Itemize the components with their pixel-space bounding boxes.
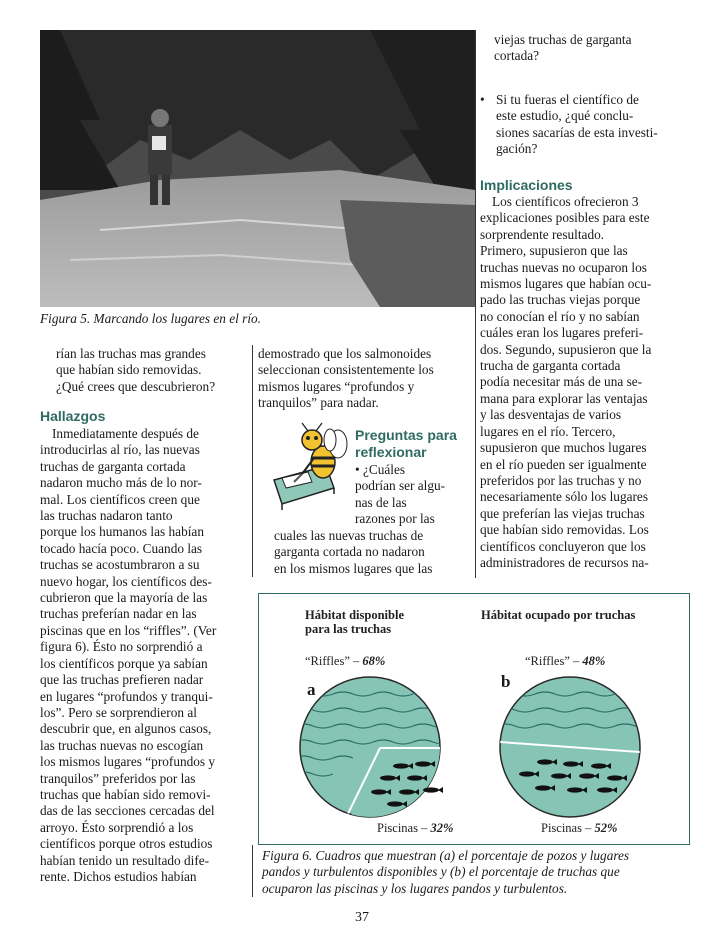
riffles-pct: 68%	[362, 654, 386, 668]
text-line: las truchas nadaron tanto	[40, 508, 173, 524]
text-line: siones sacarías de esta investi-	[496, 124, 658, 140]
hallazgos-heading: Hallazgos	[40, 408, 106, 424]
text-line: rían las truchas mas grandes	[56, 346, 206, 361]
text-line: nadaron mucho más de lo nor-	[40, 475, 202, 491]
text-line: explicaciones posibles para este	[480, 210, 650, 226]
chart-b-riffles-label	[525, 654, 605, 669]
text-line: trucha de garganta cortada	[480, 358, 621, 374]
text-line: seleccionan consistentemente los	[258, 362, 434, 378]
page-number: 37	[355, 910, 369, 925]
text-line: tocado hacía poco. Cuando las	[40, 540, 203, 556]
riffles-label-text: “Riffles” –	[305, 654, 363, 668]
bee-icon	[268, 422, 350, 512]
text-line: cuales las nuevas truchas de	[274, 528, 424, 543]
text-line: ¿Qué crees que descubrieron?	[56, 378, 216, 394]
chart-a-riffles-label	[305, 654, 385, 669]
text-line: nuevo hogar, los científicos des-	[40, 573, 212, 589]
text-line: truchas que habían sido removi-	[40, 786, 211, 802]
text-line: mismos lugares “profundos y	[258, 378, 415, 394]
text-line: que habían sido removidas.	[56, 362, 202, 378]
text-line: gación?	[496, 141, 538, 157]
chart-b-letter: b	[501, 672, 511, 691]
right-column-top	[494, 32, 694, 75]
text-line: viejas truchas de garganta	[494, 32, 632, 47]
riffles-label-text: “Riffles” –	[525, 654, 583, 668]
text-line: científicos porque otros estudios	[40, 836, 213, 852]
text-line: que habían sido removidas. Los	[480, 522, 649, 538]
text-line: truchas se acostumbraron a su	[40, 557, 200, 573]
figure6-box	[258, 593, 690, 845]
river-photo-image	[40, 30, 475, 307]
text-line: Si tu fueras el científico de	[496, 92, 639, 107]
text-line: tranquilos” preferidos por las	[40, 770, 196, 786]
text-line: Primero, supusieron que las	[480, 243, 628, 259]
chart-a-circle	[283, 674, 473, 824]
caption-line: pandos y turbulentos disponibles y (b) el porcentaje de truchas que	[262, 864, 620, 880]
text-line: truchas nuevas no ocuparon los	[480, 259, 647, 275]
text-line: dos. Segundo, supusieron que la	[480, 341, 652, 357]
text-line: cuáles eran los lugares preferi-	[480, 325, 644, 341]
text-line: podía necesitar más de una se-	[480, 374, 643, 390]
title-line: para las truchas	[305, 622, 392, 636]
column-divider	[252, 345, 253, 577]
piscinas-pct: 52%	[594, 821, 618, 835]
text-line: razones por las	[355, 511, 435, 527]
text-line: que las truchas prefieren nadar	[40, 672, 204, 688]
text-line: administradores de recursos na-	[480, 554, 649, 570]
text-line: figura 6). Ésto no sorprendió a	[40, 639, 203, 655]
text-line: nas de las	[355, 494, 407, 510]
riffles-pct: 48%	[582, 654, 606, 668]
text-line: descubrir que, en algunos casos,	[40, 721, 212, 737]
text-line: podrían ser algu-	[355, 478, 446, 494]
text-line: demostrado que los salmonoides	[258, 346, 432, 361]
text-line: los”. Pero se sorprendieron al	[40, 704, 197, 720]
bullet-icon: •	[480, 92, 485, 107]
preguntas-heading-line: reflexionar	[355, 444, 427, 460]
text-line: truchas de garganta cortada	[40, 458, 186, 474]
chart-a-letter: a	[307, 680, 316, 699]
text-line: los mismos lugares “profundos y	[40, 754, 216, 770]
figure5-caption: Figura 5. Marcando los lugares en el río.	[40, 311, 261, 326]
text-line: garganta cortada no nadaron	[274, 544, 425, 560]
chart-a-piscinas-label	[377, 821, 453, 836]
text-line: cortada?	[494, 48, 540, 64]
preguntas-heading-line: Preguntas para	[355, 427, 457, 443]
text-line: los científicos porque ya sabían	[40, 655, 208, 671]
text-line: Inmediatamente después de	[52, 426, 199, 441]
text-line: necesariamente sólo los lugares	[480, 489, 648, 505]
text-line: en el río pueden ser igualmente	[480, 456, 647, 472]
implicaciones-heading: Implicaciones	[480, 177, 573, 193]
middle-column-bottom	[274, 528, 474, 577]
piscinas-label-text: Piscinas –	[541, 821, 595, 835]
text-line: lugares en el río. Tercero,	[480, 423, 616, 439]
middle-column-top	[258, 346, 473, 412]
text-line: que preferían las viejas truchas	[480, 505, 645, 521]
text-line: habían tenido un resultado dife-	[40, 852, 210, 868]
text-line: y las desventajas de varios	[480, 407, 622, 423]
bee-writing-illustration	[268, 422, 350, 512]
chart-b-piscinas-label	[541, 821, 617, 836]
text-line: este estudio, ¿qué conclu-	[496, 108, 634, 124]
figure6-right-title: Hábitat ocupado por truchas	[481, 608, 636, 622]
preguntas-heading	[355, 427, 457, 461]
caption-line: ocuparon las piscinas y los lugares pandos y turbulentos.	[262, 880, 568, 896]
column-divider	[252, 845, 253, 897]
text-line: arroyo. Ésto sorprendió a los	[40, 819, 194, 835]
text-line: científicos concluyeron que los	[480, 538, 646, 554]
caption-line: Figura 6. Cuadros que muestran (a) el porcentaje de pozos y lugares	[262, 848, 630, 863]
reflection-bullet	[480, 92, 695, 158]
text-line: las truchas nuevas no escogían	[40, 737, 204, 753]
text-line: en lugares “profundos y tranqui-	[40, 688, 213, 704]
river-photo	[40, 30, 475, 307]
text-line: en los mismos lugares que las	[274, 560, 433, 576]
figure6-left-title	[305, 608, 404, 636]
hallazgos-text	[40, 426, 252, 885]
piscinas-label-text: Piscinas –	[377, 821, 431, 835]
text-line: rente. Dichos estudios habían	[40, 868, 197, 884]
text-line: piscinas que en los “riffles”. (Ver	[40, 622, 217, 638]
text-line: pado las truchas viejas porque	[480, 292, 641, 308]
preguntas-text	[355, 462, 473, 528]
text-line: cubrieron que la mayoría de las	[40, 590, 208, 606]
text-line: mismos lugares que habían ocu-	[480, 276, 652, 292]
figure6-caption	[262, 848, 692, 897]
text-line: • ¿Cuáles	[355, 462, 406, 477]
text-line: sorprendente resultado.	[480, 226, 605, 242]
chart-b-circle	[475, 674, 665, 824]
text-line: preferidos por las truchas y no	[480, 472, 642, 488]
text-line: mal. Los científicos creen que	[40, 491, 200, 507]
text-line: introducirlas al río, las nuevas	[40, 442, 200, 458]
implicaciones-text	[480, 194, 695, 571]
text-line: tranquilos” para nadar.	[258, 395, 379, 411]
text-line: no conocían el río y no sabían	[480, 308, 640, 324]
text-line: supusieron que muchos lugares	[480, 440, 647, 456]
title-line: Hábitat disponible	[305, 608, 404, 622]
text-line: mana para explorar las ventajas	[480, 390, 648, 406]
column-divider	[475, 30, 476, 578]
text-line: porque los humanos las habían	[40, 524, 204, 540]
text-line: Los científicos ofrecieron 3	[492, 194, 639, 209]
text-line: das de las secciones cercadas del	[40, 803, 215, 819]
left-column-top	[56, 346, 251, 395]
piscinas-pct: 32%	[430, 821, 454, 835]
text-line: truchas preferían nadar en las	[40, 606, 197, 622]
